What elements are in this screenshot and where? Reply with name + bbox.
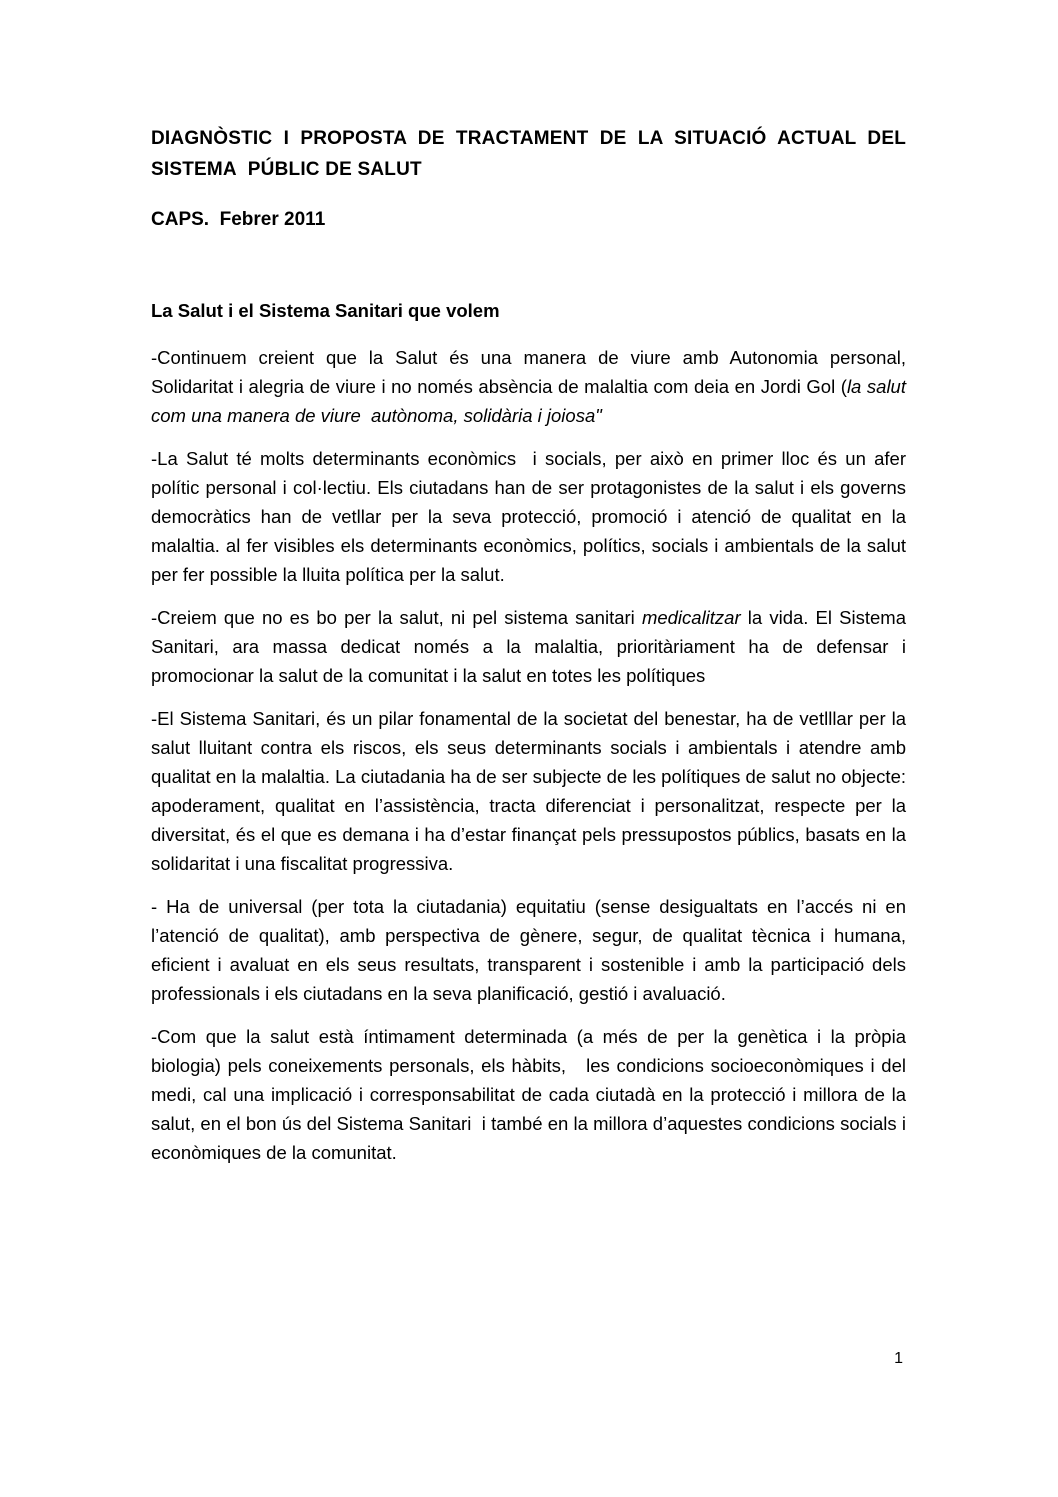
document-title: DIAGNÒSTIC I PROPOSTA DE TRACTAMENT DE LA SITUACIÓ ACTUAL DEL SISTEMA PÚBLIC DE SALUT: [151, 128, 906, 180]
paragraph: [151, 704, 906, 878]
text-run: -Com que la salut està íntimament determinada (a més de per la genètica i la pròpia biologia) pels coneixements personals, els hàbits, les condicions socioeconòmiques i del medi, cal una implicació i corresponsabilitat de cada ciutadà en la protecció i millora de la salut, en el bon ús del Sistema Sanitari i també en la millora d’aquestes condicions socials i econòmiques de la comunitat.: [151, 1026, 906, 1163]
text-run: -Continuem creient que la Salut és una manera de viure amb Autonomia personal, Solidaritat i alegria de viure i no només absència de malaltia com deia en Jordi Gol (: [151, 347, 906, 397]
text-run: - Ha de universal (per tota la ciutadania) equitatiu (sense desigualtats en l’accés ni en l’atenció de qualitat), amb perspectiva de gènere, segur, de qualitat tècnica i humana, eficient i avaluat en els seus resultats, transparent i sostenible i amb la participació dels professionals i els ciutadans en la seva planificació, gestió i avaluació.: [151, 896, 906, 1004]
paragraph: [151, 343, 906, 430]
document-subtitle: CAPS. Febrer 2011: [151, 209, 326, 230]
text-run: -Creiem que no es bo per la salut, ni pel sistema sanitari: [151, 607, 642, 628]
italic-text-run: medicalitzar: [641, 607, 741, 628]
text-run: la vida. El Sistema Sanitari, ara massa dedicat només a la malaltia, prioritàriament ha de defensar i promocionar la salut de la comunitat i la salut en totes les polítiques: [151, 607, 906, 686]
document-content: [151, 123, 906, 1167]
text-run: -El Sistema Sanitari, és un pilar fonamental de la societat del benestar, ha de vetlllar per la salut lluitant contra els riscos, els seus determinants socials i ambientals i atendre amb qualitat en la malaltia. La ciutadania ha de ser subjecte de les polítiques de salut no objecte: apoderament, qualitat en l’assistència, tracta diferenciat i personalitzat, respecte per la diversitat, és el que es demana i ha d’estar finançat pels pressupostos públics, basats en la solidaritat i una fiscalitat progressiva.: [151, 708, 906, 874]
paragraph: [151, 892, 906, 1008]
text-run: -La Salut té molts determinants econòmics i socials, per això en primer lloc és un afer polític personal i col·lectiu. Els ciutadans han de ser protagonistes de la salut i els governs democràtics han de vetllar per la seva protecció, promoció i atenció de qualitat en la malaltia. al fer visibles els determinants econòmics, polítics, socials i ambientals de la salut per fer possible la lluita política per la salut.: [151, 448, 906, 585]
page-number: 1: [894, 1350, 903, 1367]
paragraph: [151, 444, 906, 589]
paragraph: [151, 1022, 906, 1167]
document-body: [151, 343, 906, 1167]
italic-text-run: la salut com una manera de viure autònoma, solidària i joiosa": [151, 376, 906, 426]
paragraph: [151, 603, 906, 690]
section-heading: La Salut i el Sistema Sanitari que volem: [151, 300, 500, 321]
